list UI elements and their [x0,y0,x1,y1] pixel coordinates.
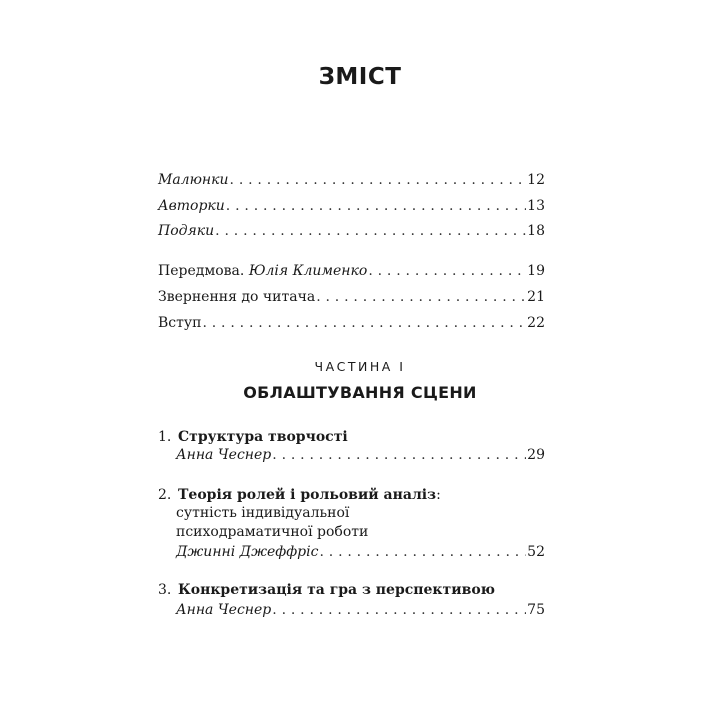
toc-entry-label: Авторки [158,198,225,214]
chapter-2-author-line[interactable] [176,543,545,561]
toc-page-number: 21 [527,289,545,305]
chapter-title-colon: : [436,487,441,503]
part-title: ОБЛАШТУВАННЯ СЦЕНИ [243,383,477,402]
chapter-number: 1. [158,429,172,445]
leader-dots [230,171,527,189]
toc-entry-label: Звернення до читача [158,289,316,305]
toc-page-number: 12 [527,172,545,188]
chapter-number: 2. [158,487,172,503]
chapter-author: Анна Чеснер [176,447,272,463]
toc-entry-acknowledgements[interactable] [158,222,545,240]
toc-page-number: 29 [527,447,545,463]
chapter-title: Структура творчості [178,429,348,445]
chapter-2-title-line[interactable] [158,486,545,504]
chapter-3-author-line[interactable] [176,601,545,619]
chapter-title: Теорія ролей і рольовий аналіз [178,487,437,503]
leader-dots [368,262,526,280]
leader-dots [316,288,526,306]
chapter-number: 3. [158,582,172,598]
leader-dots [272,446,526,464]
chapter-1-title-line[interactable] [158,428,545,446]
toc-entry-label: Малюнки [158,172,229,188]
chapter-author: Анна Чеснер [176,602,272,618]
toc-entry-introduction[interactable] [158,314,545,332]
toc-page-number: 22 [527,315,545,331]
chapter-subtitle-line-2: психодраматичної роботи [176,524,369,540]
toc-entry-foreword[interactable] [158,262,545,280]
chapter-title: Конкретизація та гра з перспективою [178,582,496,598]
toc-entry-authors[interactable] [158,197,545,215]
page-title: ЗМІСТ [318,64,402,90]
toc-entry-illustrations[interactable] [158,171,545,189]
toc-entry-label: Подяки [158,223,215,239]
leader-dots [319,543,526,561]
leader-dots [202,314,526,332]
toc-page-number: 19 [527,263,545,279]
leader-dots [226,197,526,215]
chapter-subtitle-line-1: сутність індивідуальної [176,505,350,521]
toc-page-number: 75 [527,602,545,618]
chapter-3-title-line[interactable] [158,581,545,599]
toc-entry-author: Юлія Клименко [248,263,368,279]
chapter-1-author-line[interactable] [176,446,545,464]
toc-entry-note-to-reader[interactable] [158,288,545,306]
toc-entry-label: Вступ [158,315,202,331]
part-label: ЧАСТИНА І [314,359,406,374]
toc-entry-label: Передмова. [158,263,245,279]
toc-page-number: 13 [527,198,545,214]
leader-dots [215,222,526,240]
toc-page-number: 52 [527,544,545,560]
leader-dots [272,601,526,619]
toc-page-number: 18 [527,223,545,239]
chapter-author: Джинні Джеффріс [176,544,319,560]
